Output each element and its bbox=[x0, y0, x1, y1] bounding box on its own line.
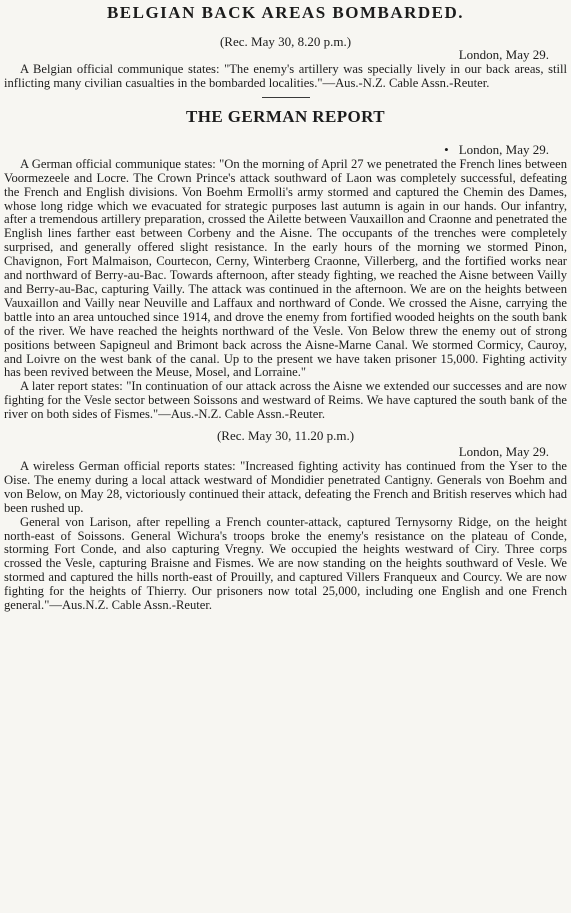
article-wireless-report bbox=[4, 428, 567, 613]
received-time: (Rec. May 30, 11.20 p.m.) bbox=[216, 428, 355, 444]
received-time: (Rec. May 30, 8.20 p.m.) bbox=[219, 34, 352, 49]
paragraph: General von Larison, after repelling a French counter-attack, captured Ternysorny Ridge, on the height north-east of Soissons. General Wichura's troops broke the enemy's resistance on the plateau of Conde, storming Fort Conde, and also capturing Vregny. We occupied the heights westward of Ciry. Three corps crossed the Vesle, capturing Braisne and Fismes. We are now standing on the heights southward of Vesle. We stormed and captured the hills north-east of Prouilly, and captured Villers Franqueux and Courcy. We are now fighting for the heights of Thierry. Our prisoners now total 25,000, including one English and one French general."—Aus.N.Z. Cable Assn.-Reuter. bbox=[4, 514, 567, 613]
headline: THE GERMAN REPORT bbox=[186, 106, 385, 126]
dateline: • London, May 29. bbox=[444, 141, 549, 157]
paragraph: A Belgian official communique states: "The enemy's artillery was specially lively in our back areas, still inflicting many civilian casualties in the bombarded localities."—Aus.-N.Z. Cable Assn.-Reuter. bbox=[4, 62, 567, 90]
article-belgian-back-areas bbox=[4, 2, 567, 91]
newspaper-page bbox=[0, 2, 571, 913]
paragraph: A later report states: "In continuation of our attack across the Aisne we extended our successes and are now fighting for the Vesle sector between Soissons and westward of Reims. We have captured the south bank of the river on both sides of Fismes."—Aus.-N.Z. Cable Assn.-Reuter. bbox=[4, 379, 567, 422]
bullet-dot: • bbox=[444, 141, 449, 157]
headline: BELGIAN BACK AREAS BOMBARDED. bbox=[106, 3, 465, 22]
paragraph: A wireless German official reports states: "Increased fighting activity has continued from the Yser to the Oise. The enemy during a local attack westward of Mondidier penetrated Cantigny. Generals von Boehm and von Below, on May 28, victoriously continued their attack, defeating the French and British reserves which had been rushed up. bbox=[4, 459, 567, 515]
dateline: London, May 29. bbox=[458, 444, 549, 460]
paragraph: A German official communique states: "On the morning of April 27 we penetrated the French lines between Voormezeele and Locre. The Crown Prince's attack southward of Laon was completely successful, defeating the French and English divisions. Von Boehm Ermolli's army stormed and captured the Chemin des Dames, whose long ridge which we evacuated for strategic purposes last autumn is again in our hands. Our infantry, after a tremendous artillery preparation, crossed the Ailette between Vauxaillon and Craonne and penetrated the English lines farther east between Corbeny and the Aisne. The occupants of the trenches were completely surprised, and generally offered slight resistance. In the early hours of the morning we stormed Pinon, Chavignon, Fort Malmaison, Courtecon, Cerny, Winterberg Craonne, Villerberg, and the fortified works near and northward of Berry-au-Bac. Towards afternoon, after steady fighting, we reached the Aisne between Vailly and Berry-au-Bac, capturing Vailly. The attack was continued in the afternoon. We are on the heights between Vauxaillon and Vailly near Neuville and Laffaux and northward of Conde. We crossed the Aisne, carrying the battle into an area untouched since 1914, and drove the enemy from fortified wooded heights on the south bank of the river. We have reached the heights northward of the Vesle. Von Below threw the enemy out of strong positions between Sapigneul and Brimont back across the Aisne-Marne Canal. We stormed Cormicy, Cauroy, and Loivre on the west bank of the canal. Up to the present we have taken prisoner 15,000. Fighting activity has been revived between the Meuse, Mosel, and Lorraine." bbox=[4, 156, 567, 380]
divider bbox=[262, 97, 310, 98]
dateline: London, May 29. bbox=[458, 47, 549, 62]
article-german-report bbox=[4, 106, 567, 422]
